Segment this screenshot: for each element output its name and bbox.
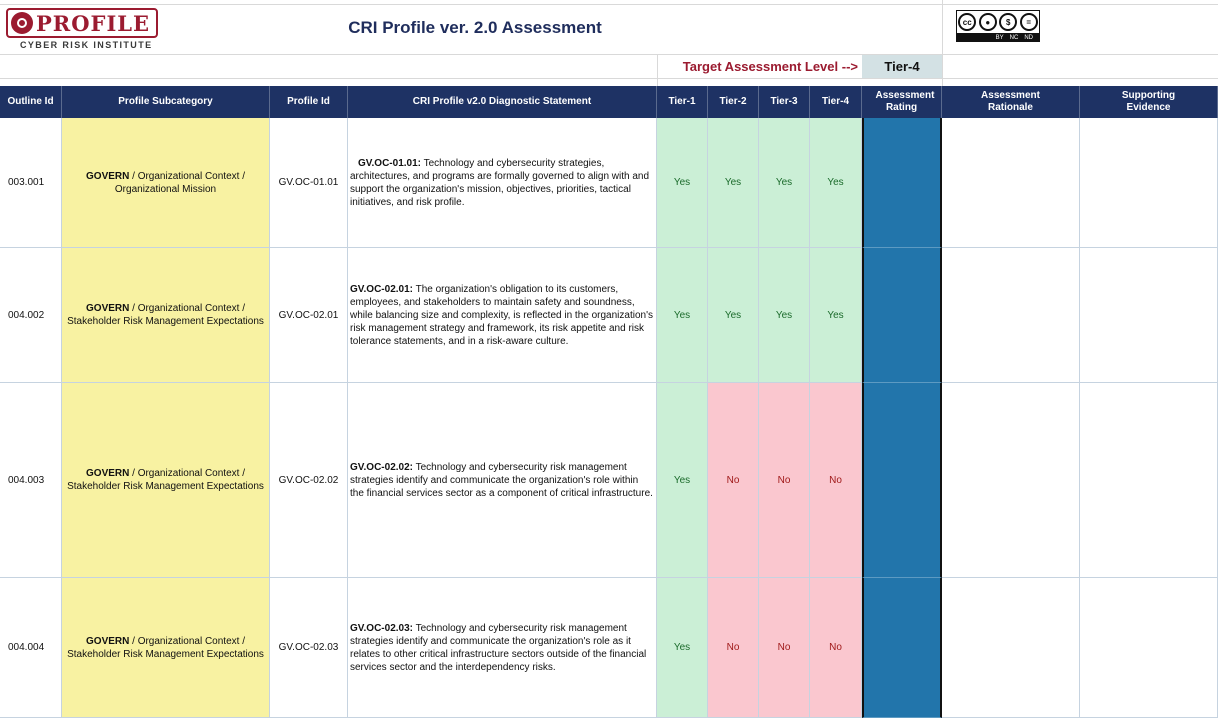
supporting-evidence-cell[interactable] xyxy=(1080,248,1218,383)
tier-2-cell[interactable]: No xyxy=(708,578,759,718)
function-name: GOVERN xyxy=(86,468,130,479)
outline-id-cell[interactable]: 004.002 xyxy=(0,248,62,383)
subcategory-name: Organizational Mission xyxy=(114,183,217,195)
statement-text: Technology and cybersecurity strategies, architectures, and programs are formally governed to align with and support the organization's mission, objectives, priorities, tactical initiatives, and risk profile. xyxy=(350,157,650,208)
statement-text: Technology and cybersecurity risk management strategies identify and communicate the organization's role within the financial services sector as a component of critical infrastructure. xyxy=(350,461,653,499)
supporting-evidence-cell[interactable] xyxy=(1080,118,1218,248)
page-title: CRI Profile ver. 2.0 Assessment xyxy=(348,18,602,37)
header-assessment-rationale[interactable] xyxy=(942,86,1080,118)
assessment-rationale-cell[interactable] xyxy=(942,118,1080,248)
license-nd-label: ND xyxy=(1024,34,1033,41)
category-path: / Organizational Context / xyxy=(129,303,245,314)
statement-text: Technology and cybersecurity risk management strategies identify and communicate the organization's role as it relates to other critical infrastructure sectors outside of the financial services sector and the interdependency risks. xyxy=(350,622,647,673)
subcategory-name: Stakeholder Risk Management Expectations xyxy=(67,316,264,327)
tier-4-cell[interactable]: No xyxy=(810,383,862,578)
noncommercial-icon: $ xyxy=(999,13,1017,31)
creative-commons-license-badge xyxy=(956,10,1040,42)
header-tier-3[interactable]: Tier-3 xyxy=(759,86,810,118)
tier-2-cell[interactable]: No xyxy=(708,383,759,578)
statement-id: GV.OC-02.01: xyxy=(350,283,413,295)
target-assessment-value[interactable]: Tier-4 xyxy=(862,55,942,78)
assessment-rating-cell[interactable] xyxy=(862,578,942,718)
category-path: / Organizational Context / xyxy=(129,170,245,182)
cc-icon: cc xyxy=(958,13,976,31)
tier-1-cell[interactable]: Yes xyxy=(657,118,708,248)
function-name: GOVERN xyxy=(86,170,130,182)
tier-1-cell[interactable]: Yes xyxy=(657,578,708,718)
tier-3-cell[interactable]: No xyxy=(759,578,810,718)
gridline xyxy=(0,54,1218,55)
cri-profile-logo xyxy=(6,8,160,52)
category-path: / Organizational Context / xyxy=(129,635,245,647)
statement-id: GV.OC-02.02: xyxy=(350,461,413,473)
logo-ring-icon xyxy=(11,12,33,34)
tier-4-cell[interactable]: Yes xyxy=(810,118,862,248)
tier-1-cell[interactable]: Yes xyxy=(657,383,708,578)
logo-subtitle: CYBER RISK INSTITUTE xyxy=(20,40,153,50)
header-diagnostic-statement[interactable]: CRI Profile v2.0 Diagnostic Statement xyxy=(348,86,657,118)
header-assessment-rating[interactable] xyxy=(862,86,942,118)
profile-id-cell[interactable]: GV.OC-02.01 xyxy=(270,248,348,383)
tier-4-cell[interactable]: No xyxy=(810,578,862,718)
diagnostic-statement-cell[interactable] xyxy=(348,578,657,718)
target-assessment-label: Target Assessment Level --> xyxy=(682,59,858,74)
header-supporting-evidence-label: Supporting Evidence xyxy=(1121,90,1176,113)
subcategory-name: Stakeholder Risk Management Expectations xyxy=(67,648,264,660)
subcategory-cell[interactable] xyxy=(62,248,270,383)
tier-3-cell[interactable]: No xyxy=(759,383,810,578)
statement-id: GV.OC-02.03: xyxy=(350,622,413,634)
header-tier-1[interactable]: Tier-1 xyxy=(657,86,708,118)
header-tier-2[interactable]: Tier-2 xyxy=(708,86,759,118)
license-nc-label: NC xyxy=(1009,34,1019,41)
tier-3-cell[interactable]: Yes xyxy=(759,118,810,248)
subcategory-cell[interactable] xyxy=(62,578,270,718)
category-path: / Organizational Context / xyxy=(129,468,245,479)
tier-2-cell[interactable]: Yes xyxy=(708,248,759,383)
function-name: GOVERN xyxy=(86,303,130,314)
subcategory-cell[interactable] xyxy=(62,383,270,578)
assessment-rating-cell[interactable] xyxy=(862,248,942,383)
logo-badge xyxy=(6,8,158,38)
assessment-rationale-cell[interactable] xyxy=(942,578,1080,718)
outline-id-cell[interactable]: 004.004 xyxy=(0,578,62,718)
outline-id-cell[interactable]: 003.001 xyxy=(0,118,62,248)
supporting-evidence-cell[interactable] xyxy=(1080,383,1218,578)
assessment-rating-cell[interactable] xyxy=(862,118,942,248)
subcategory-cell[interactable] xyxy=(62,118,270,248)
header-profile-subcategory[interactable]: Profile Subcategory xyxy=(62,86,270,118)
assessment-rationale-cell[interactable] xyxy=(942,248,1080,383)
statement-id: GV.OC-01.01: xyxy=(358,157,421,169)
outline-id-cell[interactable]: 004.003 xyxy=(0,383,62,578)
license-by-label: BY xyxy=(995,34,1004,41)
noderivatives-icon: = xyxy=(1020,13,1038,31)
subcategory-name: Stakeholder Risk Management Expectations xyxy=(67,481,264,492)
statement-text: The organization's obligation to its customers, employees, and stakeholders to maintain safety and soundness, while balancing size and complexity, is reflected in the organization's risk management strategy and framework, its risk appetite and risk tolerance statements, and in a risk-aware culture. xyxy=(350,283,653,347)
tier-1-cell[interactable]: Yes xyxy=(657,248,708,383)
gridline xyxy=(0,4,1218,5)
profile-id-cell[interactable]: GV.OC-02.02 xyxy=(270,383,348,578)
profile-id-cell[interactable]: GV.OC-02.03 xyxy=(270,578,348,718)
assessment-rating-cell[interactable] xyxy=(862,383,942,578)
tier-3-cell[interactable]: Yes xyxy=(759,248,810,383)
header-outline-id[interactable]: Outline Id xyxy=(0,86,62,118)
header-assessment-rationale-label: Assessment Rationale xyxy=(981,90,1040,113)
diagnostic-statement-cell[interactable] xyxy=(348,118,657,248)
header-supporting-evidence[interactable] xyxy=(1080,86,1218,118)
diagnostic-statement-cell[interactable] xyxy=(348,383,657,578)
assessment-rationale-cell[interactable] xyxy=(942,383,1080,578)
header-assessment-rating-label: Assessment Rating xyxy=(875,90,935,113)
header-tier-4[interactable]: Tier-4 xyxy=(810,86,862,118)
attribution-icon: ● xyxy=(979,13,997,31)
diagnostic-statement-cell[interactable] xyxy=(348,248,657,383)
logo-word: PROFILE xyxy=(36,10,151,36)
function-name: GOVERN xyxy=(86,635,130,647)
profile-id-cell[interactable]: GV.OC-01.01 xyxy=(270,118,348,248)
gridline xyxy=(942,0,943,86)
supporting-evidence-cell[interactable] xyxy=(1080,578,1218,718)
tier-2-cell[interactable]: Yes xyxy=(708,118,759,248)
gridline xyxy=(0,78,1218,79)
tier-4-cell[interactable]: Yes xyxy=(810,248,862,383)
header-profile-id[interactable]: Profile Id xyxy=(270,86,348,118)
